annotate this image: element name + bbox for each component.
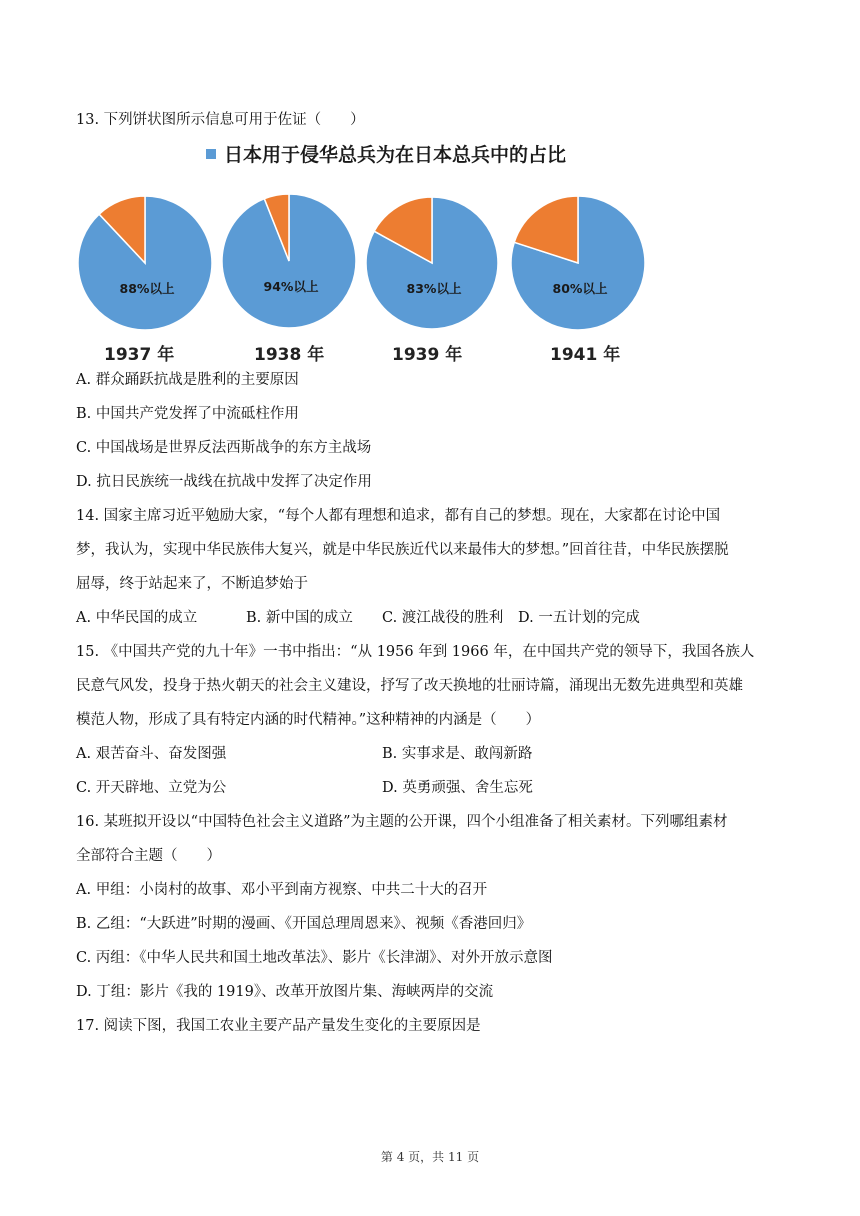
pie-data-label: 83%以上	[406, 281, 462, 296]
q15-line-1: 15. 《中国共产党的九十年》一书中指出：“从 1956 年到 1966 年，在中国共产党的领导下，我国各族人	[76, 644, 755, 660]
q13-option-d: D. 抗日民族统一战线在抗战中发挥了决定作用	[76, 474, 372, 490]
chart-title: 日本用于侵华总兵为在日本总兵中的占比	[224, 144, 567, 166]
q14-option-c: C. 渡江战役的胜利	[382, 610, 504, 626]
page-footer: 第 4 页，共 11 页	[380, 1150, 480, 1164]
q14-option-a: A. 中华民国的成立	[76, 610, 198, 626]
pie-4	[509, 194, 647, 332]
q14-line-3: 屈辱，终于站起来了，不断追梦始于	[76, 576, 308, 592]
q13-stem: 13. 下列饼状图所示信息可用于佐证（ ）	[76, 112, 365, 128]
q15-option-d: D. 英勇顽强、舍生忘死	[382, 780, 533, 796]
q16-option-d: D. 丁组：影片《我的 1919》、改革开放图片集、海峡两岸的交流	[76, 984, 494, 1000]
pie-data-label: 94%以上	[263, 279, 319, 294]
pie-year-label: 1941 年	[550, 345, 621, 365]
legend-swatch	[206, 149, 216, 159]
q14-option-d: D. 一五计划的完成	[518, 610, 640, 626]
pie-data-label: 88%以上	[119, 281, 175, 296]
q14-line-2: 梦，我认为，实现中华民族伟大复兴，就是中华民族近代以来最伟大的梦想。”回首往昔，中华民族摆脱	[76, 542, 729, 558]
q15-line-2: 民意气风发，投身于热火朝天的社会主义建设，抒写了改天换地的壮丽诗篇，涌现出无数先进典型和英雄	[76, 678, 743, 694]
pie-data-label: 80%以上	[552, 281, 608, 296]
q16-line-1: 16. 某班拟开设以“中国特色社会主义道路”为主题的公开课，四个小组准备了相关素材。下列哪组素材	[76, 814, 728, 830]
q15-option-a: A. 艰苦奋斗、奋发图强	[76, 746, 227, 762]
q15-line-3: 模范人物，形成了具有特定内涵的时代精神。”这种精神的内涵是（ ）	[76, 712, 541, 728]
q15-option-c: C. 开天辟地、立党为公	[76, 780, 227, 796]
pie-year-label: 1937 年	[104, 345, 175, 365]
q15-option-b: B. 实事求是、敢闯新路	[382, 746, 533, 762]
q13-option-b: B. 中国共产党发挥了中流砥柱作用	[76, 406, 299, 422]
q13-option-c: C. 中国战场是世界反法西斯战争的东方主战场	[76, 440, 372, 456]
pie-2	[220, 192, 358, 330]
q16-option-b: B. 乙组：“大跃进”时期的漫画、《开国总理周恩来》、视频《香港回归》	[76, 916, 532, 932]
q16-option-c: C. 丙组：《中华人民共和国土地改革法》、影片《长津湖》、对外开放示意图	[76, 950, 553, 966]
q14-option-b: B. 新中国的成立	[246, 610, 353, 626]
q17-stem: 17. 阅读下图，我国工农业主要产品产量发生变化的主要原因是	[76, 1018, 481, 1034]
pie-1	[76, 194, 214, 332]
q14-line-1: 14. 国家主席习近平勉励大家，“每个人都有理想和追求，都有自己的梦想。现在，大家都在讨论中国	[76, 508, 721, 524]
q13-option-a: A. 群众踊跃抗战是胜利的主要原因	[76, 372, 299, 388]
q16-option-a: A. 甲组：小岗村的故事、邓小平到南方视察、中共二十大的召开	[76, 882, 488, 898]
pie-year-label: 1939 年	[392, 345, 463, 365]
pie-3	[364, 195, 500, 331]
pie-year-label: 1938 年	[254, 345, 325, 365]
q16-line-2: 全部符合主题（ ）	[76, 848, 221, 864]
chart-legend	[206, 140, 566, 167]
